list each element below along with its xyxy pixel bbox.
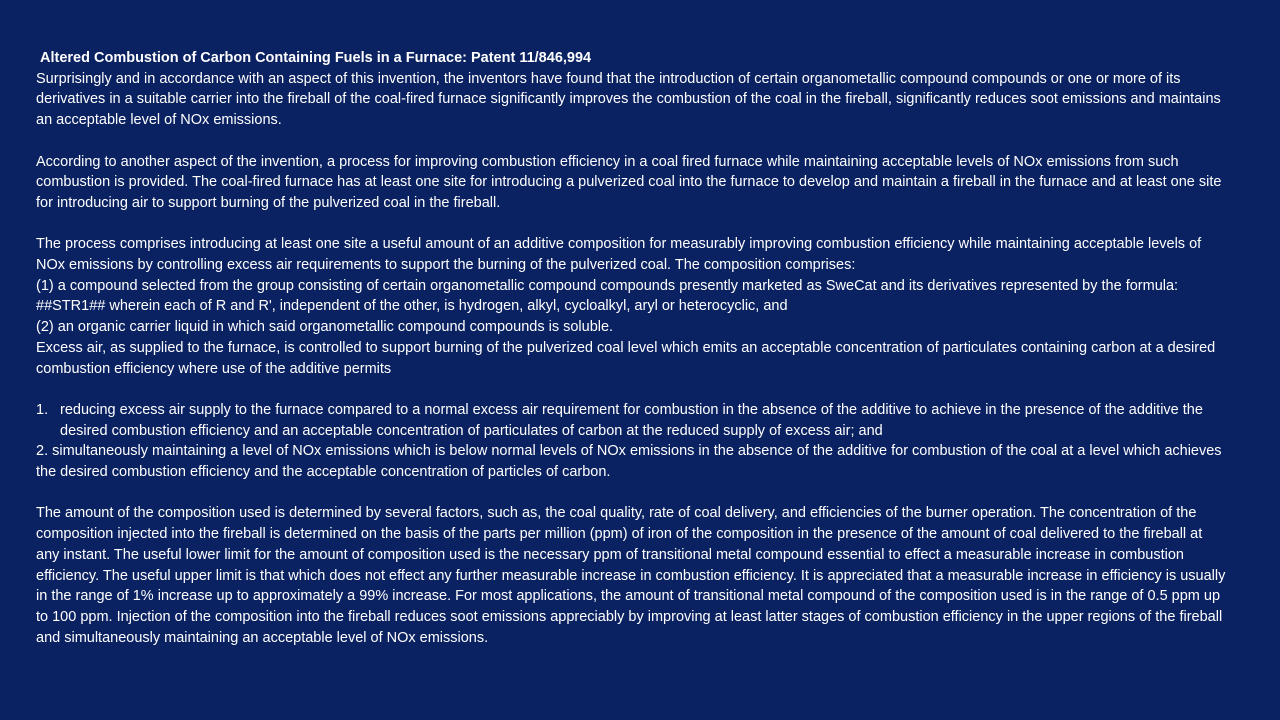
paragraph-composition-amount: The amount of the composition used is determined by several factors, such as, the coal quality, rate of coal delivery, and efficiencies of the burner operation. The concentration of the composition injected into the fireball is determined on the basis of the parts per million (ppm) of iron of the composition in the presence of the amount of coal delivered to the fireball at any instant. The useful lower limit for the amount of composition used is the necessary ppm of transitional metal compound essential to effect a measurable increase in combustion efficiency. The useful upper limit is that which does not effect any further measurable increase in combustion efficiency. It is appreciated that a measurable increase in efficiency is usually in the range of 1% increase up to approximately a 99% increase. For most applications, the amount of transitional metal compound of the composition used is in the range of 0.5 ppm up to 100 ppm. Injection of the composition into the fireball reduces soot emissions appreciably by improving at least latter stages of combustion efficiency in the upper regions of the fireball and simultaneously maintaining an acceptable level of NOx emissions.: [36, 505, 1226, 646]
numbered-item-2: 2. simultaneously maintaining a level of NOx emissions which is below normal levels of NOx emissions in the absence of the additive for combustion of the coal at a level which achieves the desired combustion efficiency and the acceptable concentration of particles of carbon.: [36, 443, 1222, 481]
numbered-item-1-number: 1.: [36, 401, 49, 418]
numbered-item-1-text: reducing excess air supply to the furnace compared to a normal excess air requirement for combustion in the absence of the additive to achieve in the presence of the additive the desired combustion efficiency and an acceptable concentration of particulates of carbon at the reduced supply of excess air; and: [60, 401, 1203, 439]
paragraph-gap: [36, 483, 1228, 504]
composition-item-2: (2) an organic carrier liquid in which said organometallic compound compounds is soluble.: [36, 319, 614, 336]
paragraph-gap: [36, 379, 1228, 400]
paragraph-process: According to another aspect of the invention, a process for improving combustion efficiency in a coal fired furnace while maintaining acceptable levels of NOx emissions from such combustion is provided. The coal-fired furnace has at least one site for introducing a pulverized coal into the furnace to develop and maintain a fireball in the furnace and at least one site for introducing air to support burning of the pulverized coal in the fireball.: [36, 153, 1222, 211]
paragraph-summary: Surprisingly and in accordance with an aspect of this invention, the inventors have found that the introduction of certain organometallic compound compounds or one or more of its derivatives in a suitable carrier into the fireball of the coal-fired furnace significantly improves the combustion of the coal in the fireball, significantly reduces soot emissions and maintains an acceptable level of NOx emissions.: [36, 70, 1221, 129]
numbered-item-1: [36, 400, 1228, 441]
paragraph-composition-intro: The process comprises introducing at least one site a useful amount of an additive composition for measurably improving combustion efficiency while maintaining acceptable levels of NOx emissions by controlling excess air requirements to support the burning of the pulverized coal. The composition comprises:: [36, 236, 1202, 273]
composition-item-1: (1) a compound selected from the group consisting of certain organometallic compound compounds presently marketed as SweCat and its derivatives represented by the formula: ##STR1## wherein each of R and R', independent of the other, is hydrogen, alkyl, cycloalkyl, aryl or heterocyclic, and: [36, 277, 1179, 315]
paragraph-gap: [36, 131, 1228, 152]
slide-title: Altered Combustion of Carbon Containing Fuels in a Furnace: Patent 11/846,994: [40, 50, 592, 66]
paragraph-gap: [36, 214, 1228, 235]
paragraph-excess-air: Excess air, as supplied to the furnace, is controlled to support burning of the pulverized coal level which emits an acceptable concentration of particulates containing carbon at a desired combustion efficiency where use of the additive permits: [36, 339, 1216, 377]
